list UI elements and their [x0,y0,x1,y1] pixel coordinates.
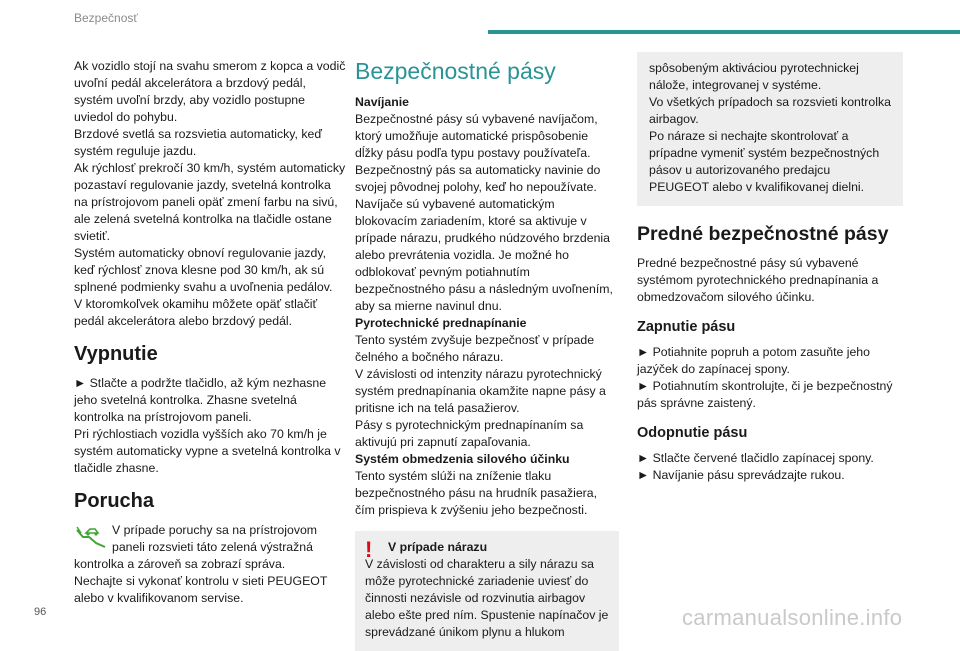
heading-zapnutie: Zapnutie pásu [637,319,736,335]
callout-text: Po náraze si nechajte skontrolovať a prípadne vymeniť systém bezpečnostných pásov u autorizovaného predajcu PEUGEOT alebo v kvalifikovanej dielni. [649,129,880,194]
paragraph: Bezpečnostné pásy sú vybavené navíjačom, ktorý umožňuje automatické prispôsobenie dĺžky pásu podľa typu postavy používateľa. [355,112,598,160]
paragraph: Navíjače sú vybavené automatickým blokovacím zariadením, ktoré sa aktivuje v prípade nárazu, prudkého núdzového brzdenia alebo prevrátenia vozidla. Je možné ho odblokovať pevným potiahnutím bezpečnostného pásu a následným uvoľnením, aby sa mierne navinul dnu. [355,197,613,313]
exclamation-warning-icon: ! [365,537,373,562]
paragraph: V závislosti od intenzity nárazu pyrotechnický systém prednapínania okamžite napne pásy a pritisne ich na telá pasažierov. [355,367,606,415]
heading-vypnutie: Vypnutie [74,343,158,365]
paragraph: Predné bezpečnostné pásy sú vybavené systémom pyrotechnického prednapínania a obmedzovačom silového účinku. [637,256,879,304]
callout-text: spôsobeným aktiváciou pyrotechnickej nálože, integrovanej v systéme. [649,61,859,92]
column-middle [355,58,619,651]
paragraph: Brzdové svetlá sa rozsvietia automaticky, keď systém reguluje jazdu. [74,127,322,158]
page-number: 96 [34,606,47,618]
page-title: Bezpečnostné pásy [355,58,556,84]
paragraph: Nechajte si vykonať kontrolu v sieti PEUGEOT alebo v kvalifikovanom servise. [74,574,328,605]
column-left [74,58,346,607]
column-right [637,58,903,484]
hill-descent-warning-icon [74,524,108,552]
paragraph: Pri rýchlostiach vozidla vyšších ako 70 km/h je systém automaticky vypne a svetelná kontrolka v tlačidle zhasne. [74,427,341,475]
subheading-pyro: Pyrotechnické prednapínanie [355,316,527,330]
callout-text: V závislosti od charakteru a sily nárazu sa môže pyrotechnické zariadenie uviesť do činnosti nezávisle od rozvinutia airbagov alebo ešte pred ním. Spustenie napínačov je sprevádzané únikom plynu a hlukom [365,557,609,639]
paragraph: Tento systém zvyšuje bezpečnosť v prípade čelného a bočného nárazu. [355,333,595,364]
heading-odopnutie: Odopnutie pásu [637,425,748,441]
watermark: carmanualsonline.info [682,605,903,630]
warning-callout [355,531,619,651]
paragraph: V prípade poruchy sa na prístrojovom paneli rozsvieti táto zelená výstražná kontrolka a zároveň sa zobrazí správa. [74,523,318,571]
heading-porucha: Porucha [74,490,155,512]
paragraph: Bezpečnostný pás sa automaticky navinie do svojej pôvodnej polohy, keď ho nepoužívate. [355,163,601,194]
subheading-navijanie: Navíjanie [355,95,409,109]
paragraph: Pásy s pyrotechnickým prednapínaním sa aktivujú pri zapnutí zapaľovania. [355,418,584,449]
paragraph: Tento systém slúži na zníženie tlaku bezpečnostného pásu na hrudník pasažiera, čím prispieva k zvýšeniu jeho bezpečnosti. [355,469,598,517]
paragraph: Systém automaticky obnoví regulovanie jazdy, keď rýchlosť znova klesne pod 30 km/h, ak sú splnené podmienky svahu a uvoľnenia pedálov. [74,246,333,294]
callout-text: Vo všetkých prípadoch sa rozsvieti kontrolka airbagov. [649,95,891,126]
callout-heading: V prípade nárazu [388,540,488,554]
section-header: Bezpečnosť [74,11,138,25]
subheading-limiter: Systém obmedzenia silového účinku [355,452,570,466]
paragraph: V ktoromkoľvek okamihu môžete opäť stlačiť pedál akcelerátora alebo brzdový pedál. [74,297,318,328]
header-accent-bar [488,30,960,34]
heading-front-belts: Predné bezpečnostné pásy [637,223,889,245]
paragraph: Ak rýchlosť prekročí 30 km/h, systém automaticky pozastaví regulovanie jazdy, svetelná kontrolka na prístrojovom paneli opäť zmení farbu na sivú, ale zelená svetelná kontrolka na tlačidle ostane svietiť. [74,161,346,243]
instruction-step: ► Potiahnite popruh a potom zasuňte jeho jazýček do zapínacej spony. [637,345,870,376]
instruction-step: ► Stlačte a podržte tlačidlo, až kým nezhasne jeho svetelná kontrolka. Zhasne svetelná kontrolka na prístrojovom paneli. [74,376,327,424]
paragraph: Ak vozidlo stojí na svahu smerom z kopca a vodič uvoľní pedál akcelerátora a brzdový pedál, systém uvoľní brzdy, aby vozidlo postupne uviedol do pohybu. [74,59,346,124]
instruction-step: ► Stlačte červené tlačidlo zapínacej spony. [637,451,874,465]
instruction-step: ► Potiahnutím skontrolujte, či je bezpečnostný pás správne zaistený. [637,379,893,410]
instruction-step: ► Navíjanie pásu sprevádzajte rukou. [637,468,845,482]
warning-callout-continued [637,52,903,206]
